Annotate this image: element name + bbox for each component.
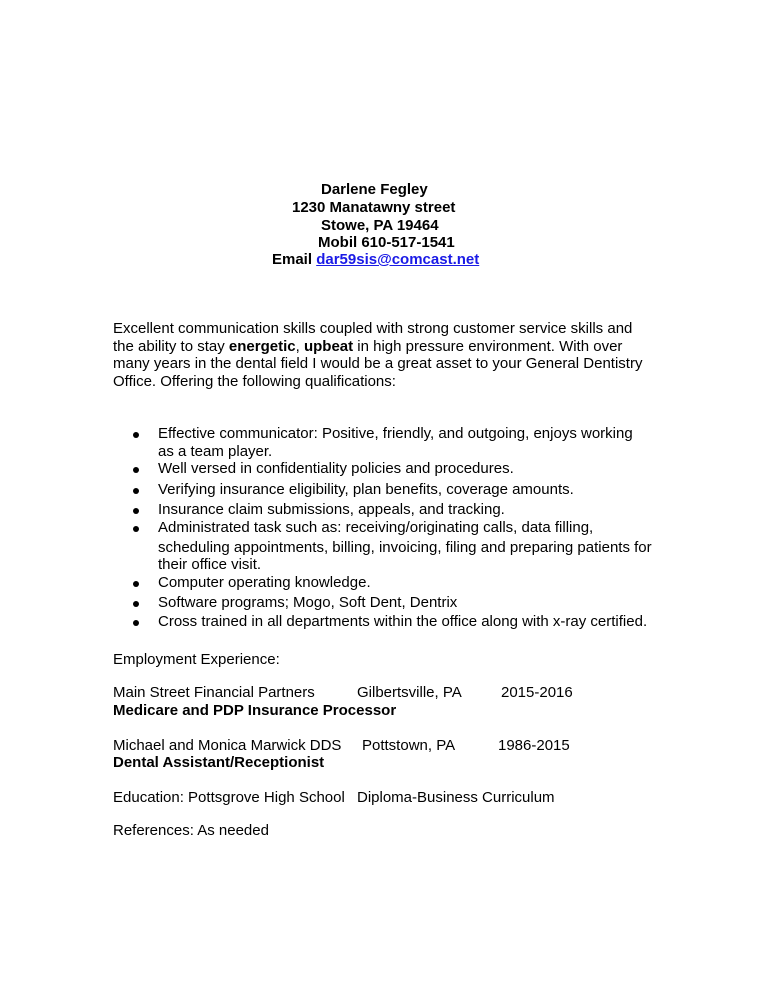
- bullet-icon: [133, 467, 139, 473]
- summary-line-3: many years in the dental field I would be a great asset to your General Dentistry: [113, 355, 643, 372]
- bullet-icon: [133, 508, 139, 514]
- city-state-zip: Stowe, PA 19464: [321, 217, 439, 234]
- list-item-continued: as a team player.: [158, 443, 273, 460]
- list-item: Cross trained in all departments within the office along with x-ray certified.: [158, 613, 648, 630]
- references-line: References: As needed: [113, 822, 269, 839]
- applicant-name: Darlene Fegley: [321, 181, 428, 198]
- list-item-continued: scheduling appointments, billing, invoicing, filing and preparing patients for: [158, 539, 652, 556]
- phone-number: Mobil 610-517-1541: [318, 234, 455, 251]
- summary-text: in high pressure environment. With over: [353, 338, 623, 355]
- list-item: Well versed in confidentiality policies and procedures.: [158, 460, 514, 477]
- email-line: [272, 251, 479, 269]
- street-address: 1230 Manatawny street: [292, 199, 456, 216]
- education-detail: Diploma-Business Curriculum: [357, 789, 555, 806]
- job-years: 2015-2016: [501, 684, 573, 701]
- job-years: 1986-2015: [498, 737, 570, 754]
- education-label: Education: Pottsgrove High School: [113, 789, 345, 806]
- summary-line-1: Excellent communication skills coupled with strong customer service skills and: [113, 320, 633, 337]
- job-title: Medicare and PDP Insurance Processor: [113, 702, 397, 719]
- email-link[interactable]: dar59sis@comcast.net: [316, 251, 480, 268]
- employment-heading: Employment Experience:: [113, 651, 280, 668]
- job-employer: Main Street Financial Partners: [113, 684, 315, 701]
- bullet-icon: [133, 432, 139, 438]
- list-item-continued: their office visit.: [158, 556, 262, 573]
- list-item: Verifying insurance eligibility, plan benefits, coverage amounts.: [158, 481, 574, 498]
- summary-line-2: [113, 338, 622, 356]
- job-location: Gilbertsville, PA: [357, 684, 462, 701]
- bullet-icon: [133, 526, 139, 532]
- bullet-icon: [133, 601, 139, 607]
- summary-text: ,: [295, 338, 304, 355]
- list-item: Computer operating knowledge.: [158, 574, 371, 591]
- email-label: Email: [272, 251, 313, 268]
- list-item: Administrated task such as: receiving/originating calls, data filling,: [158, 519, 594, 536]
- job-title: Dental Assistant/Receptionist: [113, 754, 325, 771]
- job-employer: Michael and Monica Marwick DDS: [113, 737, 342, 754]
- bullet-icon: [133, 488, 139, 494]
- emphasis-upbeat: upbeat: [303, 338, 354, 355]
- emphasis-energetic: energetic: [228, 338, 296, 355]
- list-item: Insurance claim submissions, appeals, and tracking.: [158, 501, 505, 518]
- summary-text: the ability to stay: [113, 338, 229, 355]
- bullet-icon: [133, 620, 139, 626]
- bullet-icon: [133, 581, 139, 587]
- list-item: Effective communicator: Positive, friendly, and outgoing, enjoys working: [158, 425, 633, 442]
- job-location: Pottstown, PA: [362, 737, 456, 754]
- list-item: Software programs; Mogo, Soft Dent, Dentrix: [158, 594, 458, 611]
- summary-line-4: Office. Offering the following qualifications:: [113, 373, 396, 390]
